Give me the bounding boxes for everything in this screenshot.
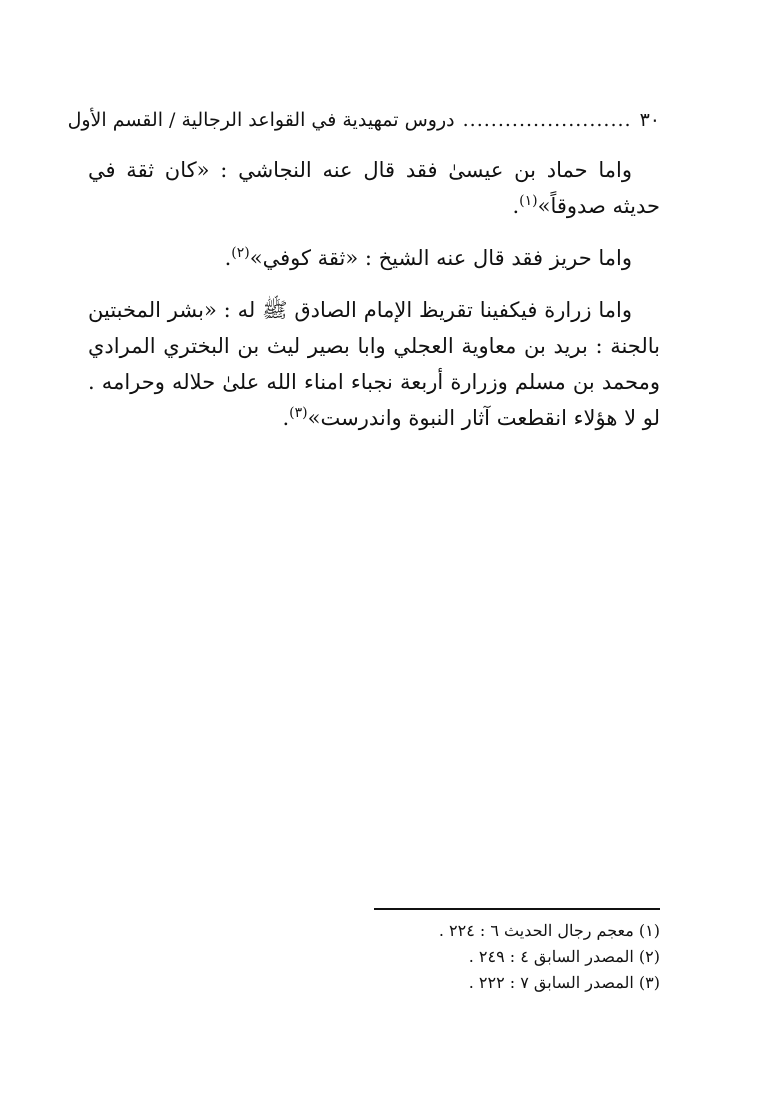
page-number: ٣٠ xyxy=(639,109,660,131)
paragraph-text: واما زرارة فيكفينا تقريظ الإمام الصادق ﷺ له : «بشر المخبتين بالجنة : بريد بن معاوية العجلي وابا بصير ليث بن البختري المرادي ومحمد بن مسلم وزرارة أربعة نجباء امناء الله علىٰ حلاله وحرامه . لو لا هؤلاء انقطعت آثار النبوة واندرست» xyxy=(88,298,660,430)
footnote-ref-3: (٣) xyxy=(289,405,308,421)
paragraph-tail: . xyxy=(224,246,232,270)
footnotes xyxy=(300,918,660,996)
paragraph-tail: . xyxy=(282,406,290,430)
footnote-ref-2: (٢) xyxy=(231,245,250,261)
paragraph-text: واما حريز فقد قال عنه الشيخ : «ثقة كوفي» xyxy=(249,246,632,270)
footnote-1: (١) معجم رجال الحديث ٦ : ٢٢٤ . xyxy=(438,921,660,940)
paragraph-tail: . xyxy=(512,194,520,218)
footnote-ref-1: (١) xyxy=(519,193,538,209)
footnote-3: (٣) المصدر السابق ٧ : ٢٢٢ . xyxy=(468,973,660,992)
running-header xyxy=(67,104,660,136)
paragraph-hariz xyxy=(88,240,660,276)
footnote-2: (٢) المصدر السابق ٤ : ٢٤٩ . xyxy=(468,947,660,966)
paragraph-hammad xyxy=(88,152,660,224)
footnote-separator xyxy=(374,908,660,910)
paragraph-text: واما حماد بن عيسىٰ فقد قال عنه النجاشي : «كان ثقة في حديثه صدوقاً» xyxy=(88,158,660,218)
body-text xyxy=(88,152,660,452)
header-dot-leader: ........................ xyxy=(462,109,632,131)
header-title: دروس تمهيدية في القواعد الرجالية / القسم الأول xyxy=(67,109,455,131)
paragraph-zurara xyxy=(88,292,660,436)
